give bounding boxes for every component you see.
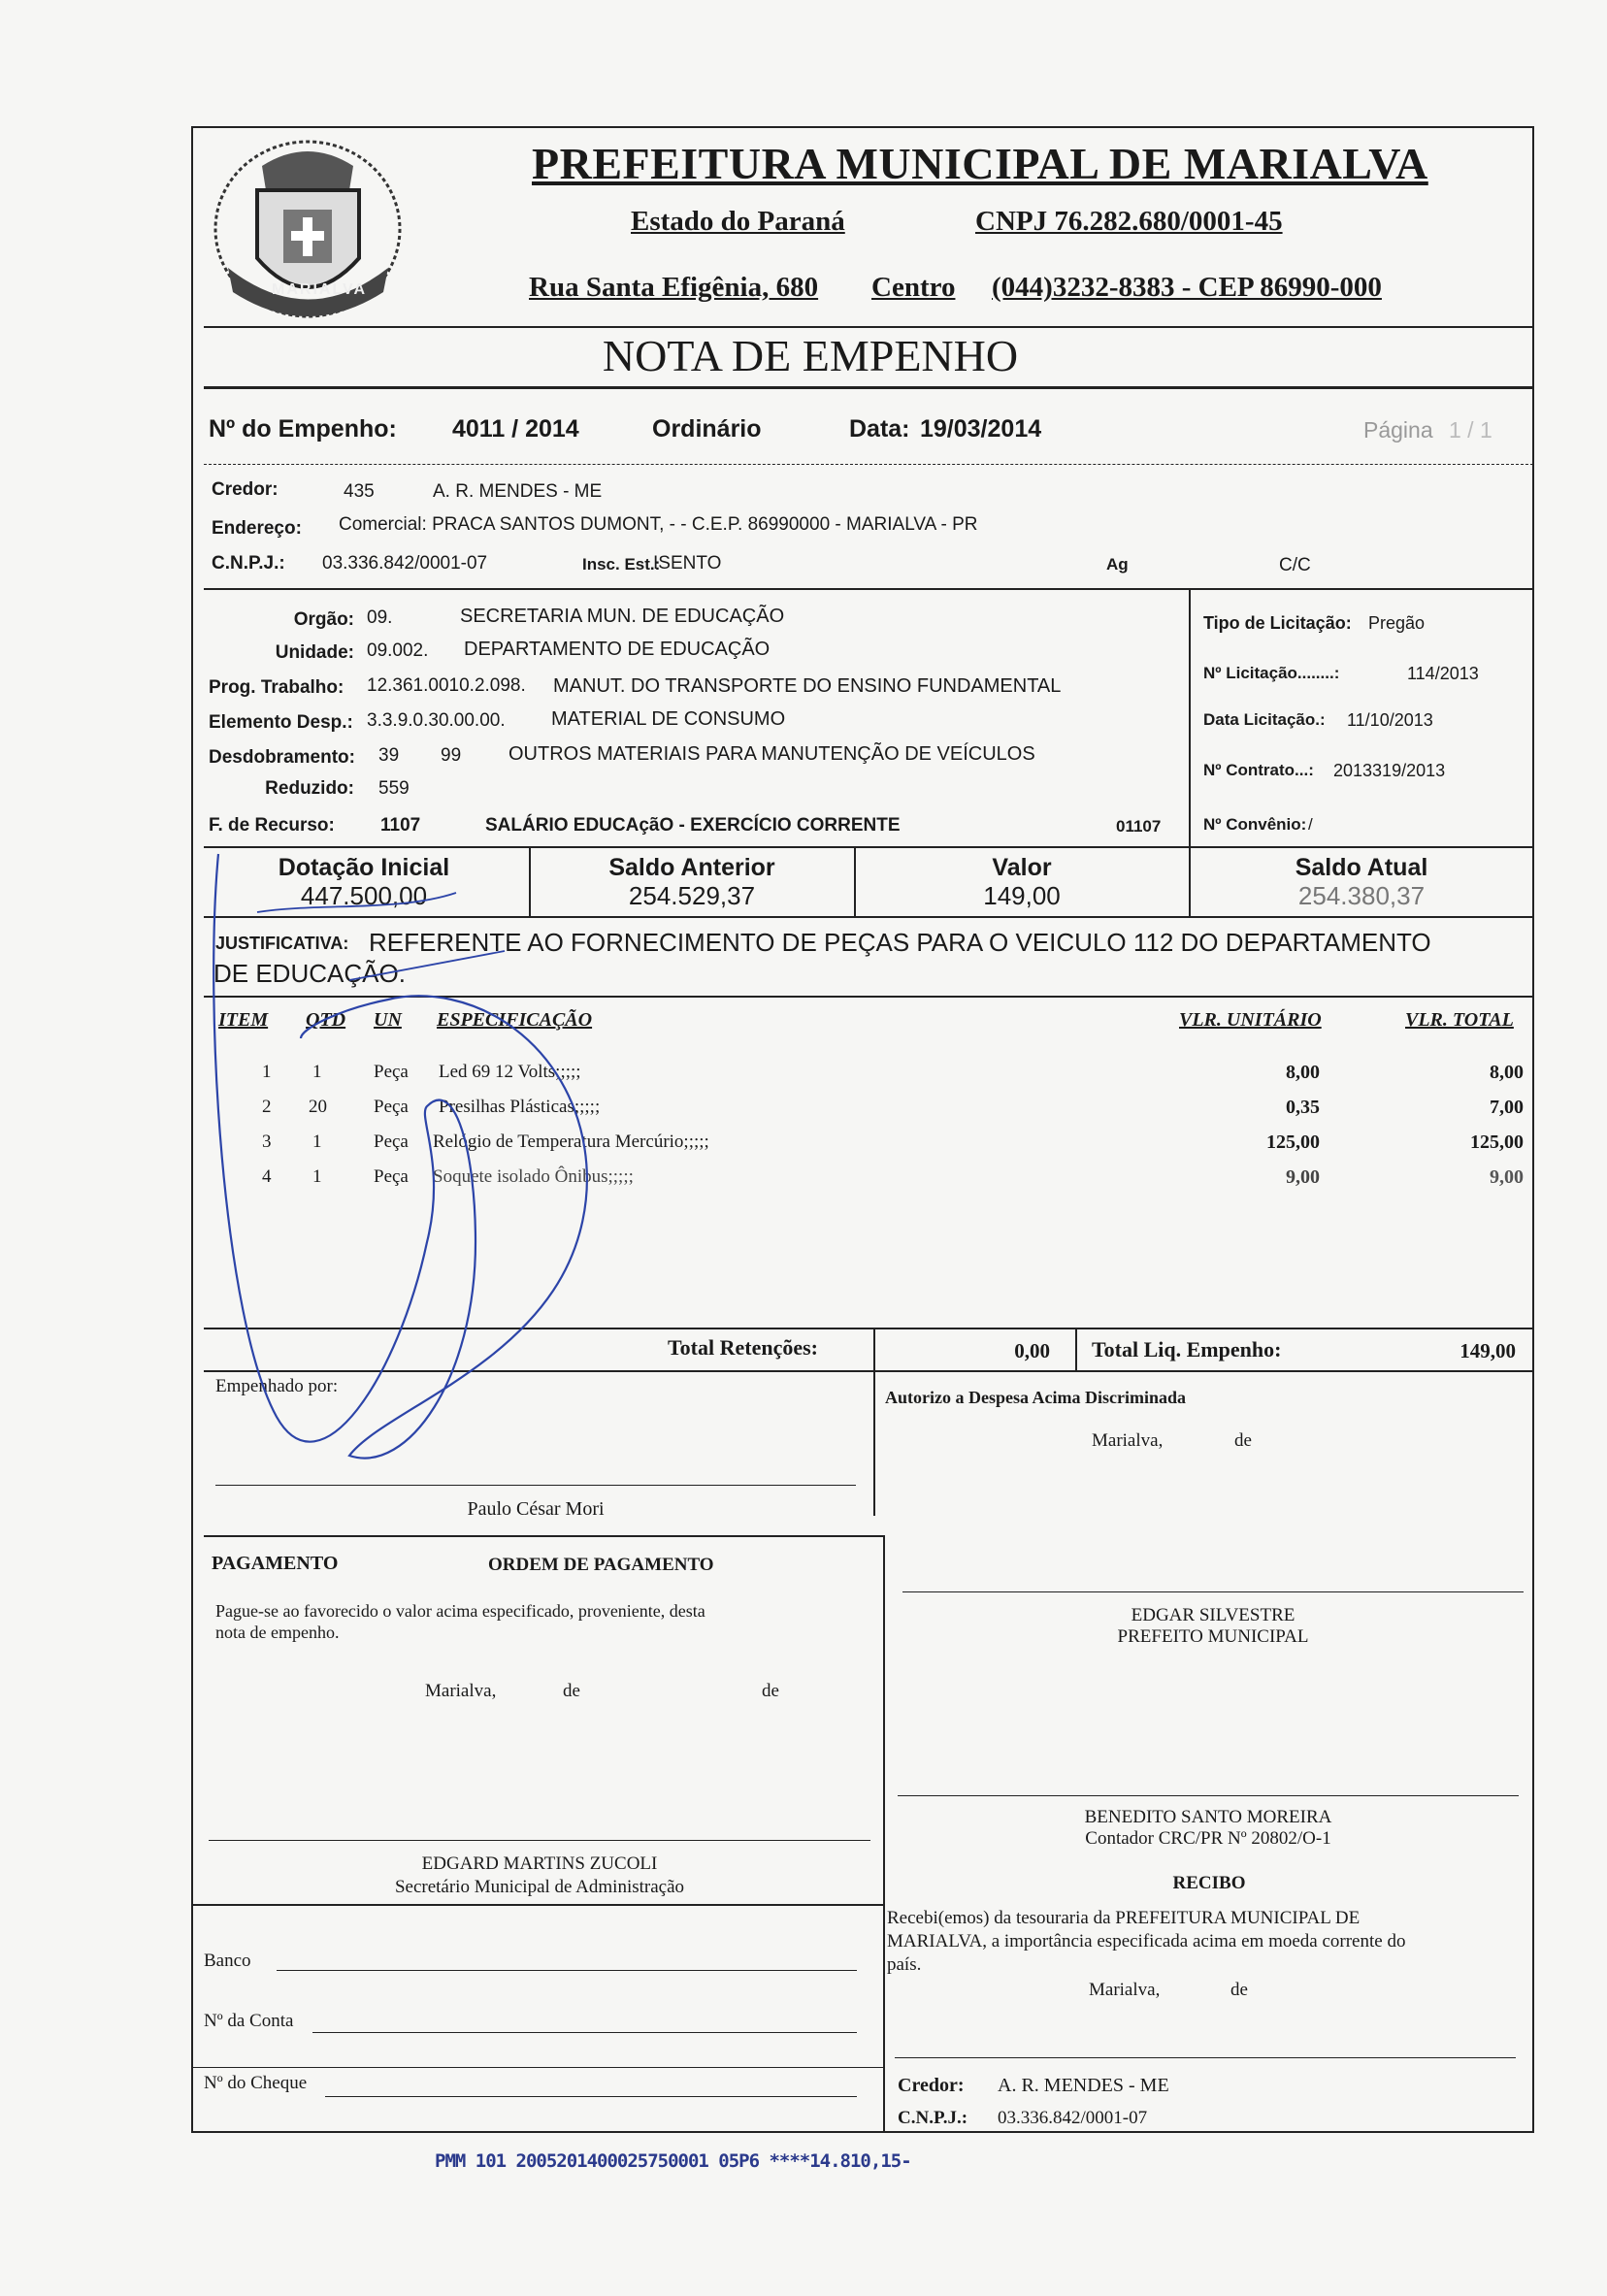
banco-label: Banco	[204, 1951, 251, 1971]
banco-line[interactable]	[277, 1970, 857, 1971]
fonte-code: 1107	[380, 815, 421, 836]
convenio-label: Nº Convênio:	[1203, 815, 1307, 834]
divider	[1189, 848, 1191, 916]
tipo-licitacao: Pregão	[1368, 613, 1426, 633]
item-3-un: Peça	[374, 1132, 409, 1152]
item-4-spec: Soquete isolado Ônibus;;;;;	[433, 1166, 634, 1187]
header-phone-cep: (044)3232-8383 - CEP 86990-000	[992, 272, 1382, 303]
item-2-qtd: 20	[309, 1097, 327, 1117]
autorizo-de: de	[1234, 1430, 1252, 1451]
valor-label: Valor	[992, 854, 1052, 881]
reduzido-value: 559	[378, 778, 410, 799]
divider	[883, 1535, 885, 2133]
valor-value: 149,00	[983, 881, 1061, 910]
desd-name: OUTROS MATERIAIS PARA MANUTENÇÃO DE VEÍCULOS	[508, 743, 1035, 765]
divider	[204, 326, 1533, 328]
signature-line	[209, 1840, 870, 1841]
signature-line	[895, 2057, 1516, 2058]
item-1-num: 1	[262, 1062, 272, 1082]
item-1-total: 8,00	[1490, 1062, 1524, 1083]
recibo-place: Marialva,	[1089, 1980, 1161, 2000]
header-district: Centro	[871, 272, 956, 303]
credor-name: A. R. MENDES - ME	[433, 481, 603, 502]
liquido-value: 149,00	[1459, 1339, 1516, 1362]
fonte-name: SALÁRIO EDUCAçãO - EXERCÍCIO CORRENTE	[485, 815, 901, 836]
divider	[1189, 590, 1191, 864]
pagamento-text-1: Pague-se ao favorecido o valor acima especificado, proveniente, desta	[215, 1601, 705, 1621]
divider	[873, 1370, 875, 1516]
empenho-label: Nº do Empenho:	[209, 415, 397, 443]
prog-code: 12.361.0010.2.098.	[367, 675, 526, 696]
empenho-number: 4011 / 2014	[452, 415, 579, 443]
pagamento-label: PAGAMENTO	[212, 1553, 339, 1574]
contador-role: Contador CRC/PR Nº 20802/O-1	[1085, 1828, 1331, 1849]
municipality-title: PREFEITURA MUNICIPAL DE MARIALVA	[532, 139, 1428, 188]
document-title: NOTA DE EMPENHO	[602, 331, 1019, 380]
divider	[192, 1904, 883, 1906]
reduzido-label: Reduzido:	[265, 778, 354, 799]
conta-label: Nº da Conta	[204, 2011, 294, 2031]
bank-stamp: PMM 101 2005201400025750001 05P6 ****14.810,15-	[435, 2150, 911, 2172]
secretario-role: Secretário Municipal de Administração	[394, 1877, 685, 1897]
header-address: Rua Santa Efigênia, 680	[529, 272, 819, 303]
unidade-label: Unidade:	[275, 642, 354, 663]
item-3-num: 3	[262, 1132, 272, 1152]
item-2-spec: Presilhas Plásticas;;;;;	[439, 1097, 601, 1117]
page-number: 1 / 1	[1449, 417, 1492, 443]
cheque-line[interactable]	[325, 2096, 857, 2097]
autorizo-label: Autorizo a Despesa Acima Discriminada	[885, 1388, 1186, 1407]
unidade-name: DEPARTAMENTO DE EDUCAÇÃO	[464, 639, 771, 660]
pagamento-text-2: nota de empenho.	[215, 1623, 340, 1642]
fonte-label: F. de Recurso:	[209, 815, 335, 836]
recibo-line-2: MARIALVA, a importância especificada acima em moeda corrente do	[887, 1931, 1406, 1952]
item-1-un: Peça	[374, 1062, 409, 1082]
empenho-type: Ordinário	[652, 415, 762, 443]
recibo-credor: A. R. MENDES - ME	[998, 2075, 1169, 2096]
date-label: Data:	[849, 415, 910, 443]
dotacao-value: 447.500,00	[300, 881, 428, 910]
desd-sub: 99	[441, 745, 462, 766]
recibo-credor-label: Credor:	[898, 2075, 965, 2096]
recibo-title: RECIBO	[1172, 1873, 1246, 1893]
ordem-pagamento-label: ORDEM DE PAGAMENTO	[488, 1555, 714, 1575]
justificativa-line2: DE EDUCAÇÃO.	[213, 959, 406, 988]
elem-label: Elemento Desp.:	[209, 712, 353, 733]
elem-code: 3.3.9.0.30.00.00.	[367, 710, 506, 731]
item-3-total: 125,00	[1470, 1132, 1524, 1153]
conta-line[interactable]	[312, 2032, 857, 2033]
justificativa-label: JUSTIFICATIVA:	[215, 934, 349, 953]
item-4-qtd: 1	[312, 1166, 322, 1187]
item-2-un: Peça	[374, 1097, 409, 1117]
divider	[204, 1535, 883, 1537]
credor-address: Comercial: PRACA SANTOS DUMONT, - - C.E.P. 86990000 - MARIALVA - PR	[339, 514, 978, 535]
autorizo-place: Marialva,	[1092, 1430, 1164, 1451]
recibo-de: de	[1230, 1980, 1248, 2000]
licitacao-number: 114/2013	[1407, 664, 1479, 683]
divider	[192, 2067, 883, 2068]
empenho-date: 19/03/2014	[920, 415, 1042, 443]
empenhado-name: Paulo César Mori	[467, 1498, 605, 1520]
justificativa-line1: REFERENTE AO FORNECIMENTO DE PEÇAS PARA O VEICULO 112 DO DEPARTAMENTO	[369, 928, 1431, 957]
saldo-anterior-label: Saldo Anterior	[608, 854, 775, 881]
signature-line	[902, 1591, 1524, 1592]
recibo-cnpj-label: C.N.P.J.:	[898, 2108, 968, 2128]
item-3-qtd: 1	[312, 1132, 322, 1152]
liquido-label: Total Liq. Empenho:	[1092, 1337, 1282, 1361]
desd-code: 39	[378, 745, 400, 766]
licitacao-date: 11/10/2013	[1347, 710, 1433, 730]
recibo-line-1: Recebi(emos) da tesouraria da PREFEITURA MUNICIPAL DE	[887, 1908, 1361, 1928]
col-qtd: QTD	[306, 1009, 346, 1031]
credor-cnpj: 03.336.842/0001-07	[322, 553, 488, 574]
convenio-number: /	[1308, 815, 1313, 834]
credor-insc: ISENTO	[653, 553, 722, 574]
col-spec: ESPECIFICAÇÃO	[437, 1009, 593, 1031]
divider	[204, 464, 1533, 465]
header-cnpj: CNPJ 76.282.680/0001-45	[975, 206, 1283, 237]
orgao-code: 09.	[367, 607, 393, 628]
unidade-code: 09.002.	[367, 640, 429, 661]
prog-name: MANUT. DO TRANSPORTE DO ENSINO FUNDAMENTAL	[553, 675, 1062, 697]
contrato-number: 2013319/2013	[1333, 761, 1446, 780]
pagamento-de-2: de	[762, 1681, 779, 1701]
item-4-unit: 9,00	[1286, 1166, 1320, 1188]
credor-label: Credor:	[212, 479, 279, 500]
handwritten-signature	[184, 835, 708, 1504]
col-total-value: VLR. TOTAL	[1405, 1009, 1514, 1031]
retencoes-value: 0,00	[1014, 1339, 1050, 1362]
licitacao-number-label: Nº Licitação........:	[1203, 664, 1340, 682]
item-4-num: 4	[262, 1166, 272, 1187]
item-3-unit: 125,00	[1266, 1132, 1320, 1153]
insc-label: Insc. Est.:	[582, 555, 661, 574]
state-label: Estado do Paraná	[631, 206, 845, 237]
divider	[873, 1329, 875, 1370]
contador-name: BENEDITO SANTO MOREIRA	[1084, 1807, 1332, 1827]
address-label: Endereço:	[212, 518, 302, 539]
pagamento-place: Marialva,	[425, 1681, 497, 1701]
col-unit-value: VLR. UNITÁRIO	[1179, 1009, 1322, 1031]
prog-label: Prog. Trabalho:	[209, 677, 344, 698]
orgao-name: SECRETARIA MUN. DE EDUCAÇÃO	[460, 606, 785, 627]
licitacao-date-label: Data Licitação.:	[1203, 710, 1326, 729]
ag-label: Ag	[1106, 555, 1129, 574]
saldo-anterior-value: 254.529,37	[628, 881, 756, 910]
divider	[204, 386, 1533, 389]
item-3-spec: Relógio de Temperatura Mercúrio;;;;;	[433, 1132, 709, 1152]
elem-name: MATERIAL DE CONSUMO	[551, 708, 786, 730]
cnpj-label: C.N.P.J.:	[212, 553, 285, 574]
fonte-number: 01107	[1116, 817, 1162, 836]
item-1-qtd: 1	[312, 1062, 322, 1082]
col-item: ITEM	[218, 1009, 269, 1031]
municipal-crest-icon	[204, 132, 412, 331]
col-un: UN	[374, 1009, 402, 1031]
item-2-total: 7,00	[1490, 1097, 1524, 1118]
item-2-num: 2	[262, 1097, 272, 1117]
secretario-name: EDGARD MARTINS ZUCOLI	[421, 1853, 658, 1874]
empenhado-label: Empenhado por:	[215, 1376, 339, 1396]
recibo-cnpj: 03.336.842/0001-07	[998, 2108, 1148, 2128]
desd-label: Desdobramento:	[209, 747, 355, 768]
credor-code: 435	[344, 481, 375, 502]
recibo-line-3: país.	[887, 1954, 922, 1975]
retencoes-label: Total Retenções:	[668, 1335, 818, 1360]
pagamento-de-1: de	[563, 1681, 580, 1701]
item-4-total: 9,00	[1490, 1166, 1524, 1188]
orgao-label: Orgão:	[293, 609, 354, 630]
dotacao-label: Dotação Inicial	[278, 854, 450, 881]
page-label: Página	[1363, 417, 1433, 443]
cc-label: C/C	[1279, 555, 1311, 575]
divider	[854, 848, 856, 916]
prefeito-role: PREFEITO MUNICIPAL	[1117, 1626, 1309, 1647]
prefeito-name: EDGAR SILVESTRE	[1131, 1605, 1295, 1625]
item-4-un: Peça	[374, 1166, 409, 1187]
item-1-spec: Led 69 12 Volts;;;;;	[439, 1062, 581, 1082]
crest-ribbon-text: MARIALVA	[272, 281, 368, 298]
saldo-atual-value: 254.380,37	[1297, 881, 1426, 910]
divider	[204, 588, 1533, 590]
tipo-licitacao-label: Tipo de Licitação:	[1203, 613, 1352, 633]
cheque-label: Nº do Cheque	[204, 2073, 308, 2093]
divider	[1075, 1329, 1077, 1370]
contrato-label: Nº Contrato...:	[1203, 761, 1314, 779]
signature-line	[898, 1795, 1519, 1796]
saldo-atual-label: Saldo Atual	[1295, 854, 1428, 881]
item-1-unit: 8,00	[1286, 1062, 1320, 1083]
item-2-unit: 0,35	[1286, 1097, 1320, 1118]
